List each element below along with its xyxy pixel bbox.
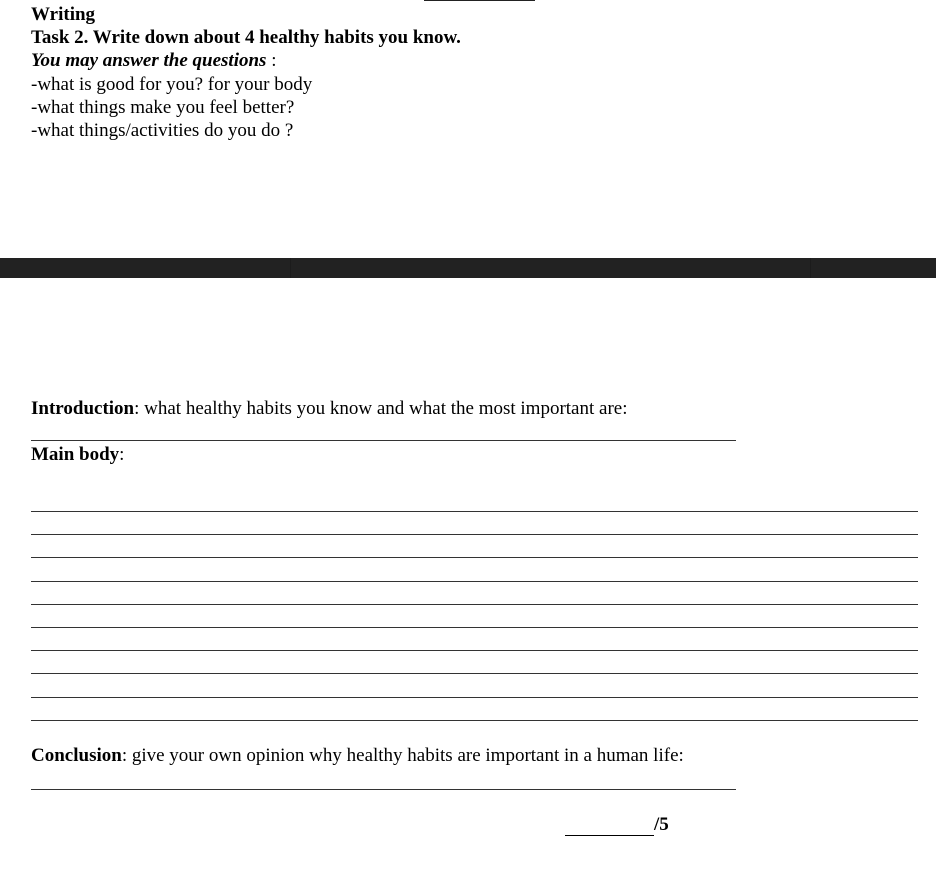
main-body-answer-line[interactable]	[31, 697, 918, 698]
main-body-answer-line[interactable]	[31, 534, 918, 535]
question-3: -what things/activities do you do ?	[31, 120, 294, 142]
conclusion-prompt	[31, 745, 684, 767]
section-title: Writing	[31, 4, 96, 25]
main-body-suffix: :	[119, 444, 125, 465]
score-blank[interactable]	[565, 815, 654, 836]
main-body-answer-line[interactable]	[31, 581, 918, 582]
prompt-line	[31, 49, 461, 72]
introduction-label: Introduction	[31, 398, 135, 419]
question-1: -what is good for you? for your body	[31, 73, 313, 95]
divider-segment	[290, 258, 291, 278]
task-title: Task 2. Write down about 4 healthy habits you know.	[31, 27, 461, 49]
prompt-italic: You may answer the questions	[31, 50, 267, 72]
main-body-label: Main body	[31, 444, 120, 465]
task-header	[31, 3, 461, 142]
main-body-answer-line[interactable]	[31, 511, 918, 512]
score-max: /5	[654, 814, 669, 835]
conclusion-answer-line[interactable]	[31, 789, 736, 790]
introduction-answer-line[interactable]	[31, 440, 736, 441]
main-body-answer-line[interactable]	[31, 557, 918, 558]
main-body-answer-line[interactable]	[31, 627, 918, 628]
top-answer-line	[424, 0, 535, 1]
introduction-prompt	[31, 398, 628, 420]
main-body-answer-line[interactable]	[31, 604, 918, 605]
question-2: -what things make you feel better?	[31, 96, 295, 118]
main-body-answer-line[interactable]	[31, 650, 918, 651]
conclusion-label: Conclusion	[31, 745, 122, 766]
main-body-prompt	[31, 444, 124, 466]
score-field	[565, 814, 669, 836]
prompt-suffix: :	[266, 50, 277, 72]
main-body-answer-line[interactable]	[31, 720, 918, 721]
main-body-answer-line[interactable]	[31, 673, 918, 674]
conclusion-text: : give your own opinion why healthy habits are important in a human life:	[121, 745, 684, 766]
introduction-text: : what healthy habits you know and what the most important are:	[134, 398, 628, 419]
page-divider-bar	[0, 258, 936, 278]
divider-segment	[810, 258, 811, 278]
